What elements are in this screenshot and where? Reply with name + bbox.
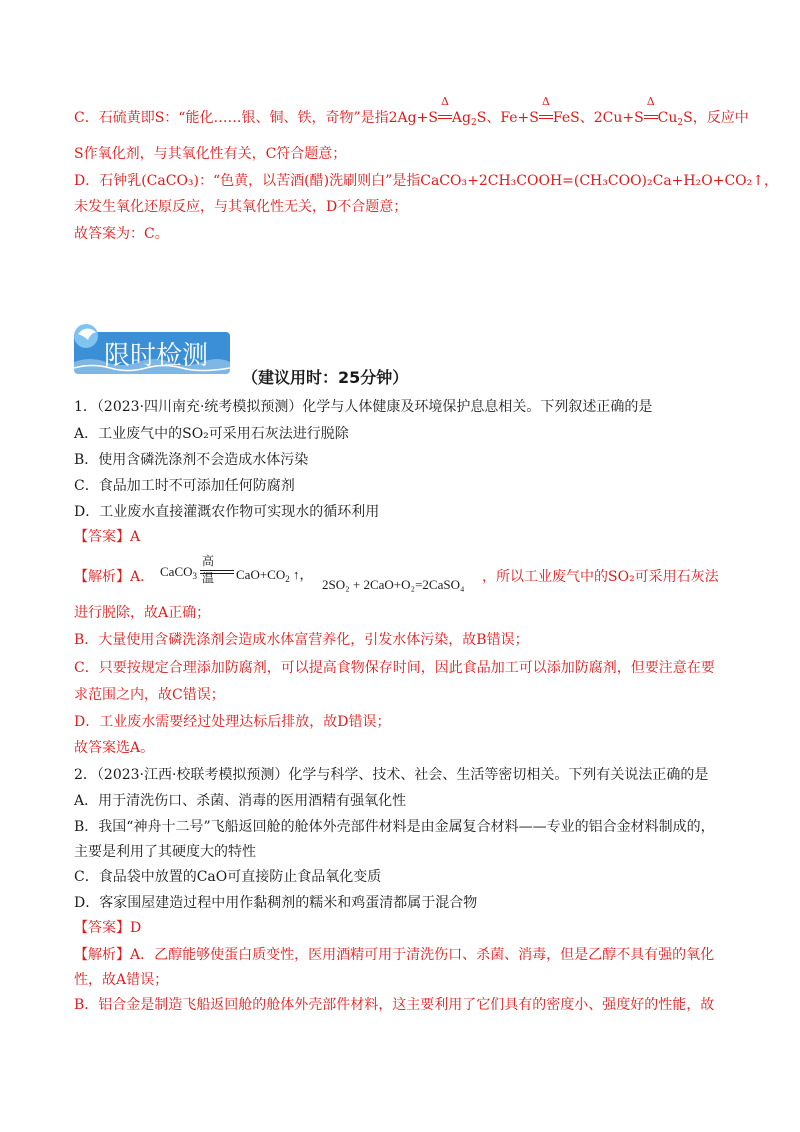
option-d-analysis-line2: 未发生氧化还原反应，与其氧化性无关，D不合题意； <box>74 199 408 215</box>
q1-answer: 【答案】A <box>74 529 141 545</box>
q1-option-d: D．工业废水直接灌溉农作物可实现水的循环利用 <box>74 504 380 520</box>
q2-option-b-line2: 主要是利用了其硬度大的特性 <box>74 844 256 860</box>
q1-analysis-b: B．大量使用含磷洗涤剂会造成水体富营养化，引发水体污染，故B错误； <box>74 632 529 648</box>
option-c-analysis-line2: S作氧化剂，与其氧化性有关，C符合题意； <box>74 146 347 162</box>
q2-analysis-b: B．铝合金是制造飞船返回舱的舱体外壳部件材料，这主要利用了它们具有的密度小、强度好的性能，故 <box>74 997 715 1013</box>
option-c-analysis-line1: C．石硫黄即S：“能化……银、铜、铁，奇物”是指2Ag+S Δ $Ag_2S$、Fe+S Δ FeS、2Cu+S Δ $Cu_2S$，反应中 <box>74 95 749 128</box>
q1-analysis-c-line2: 求范围之内，故C错误； <box>74 687 225 703</box>
time-note: （建议用时：25分钟） <box>242 368 409 387</box>
q2-analysis-a-line1: 【解析】A．乙醇能够使蛋白质变性，医用酒精可用于清洗伤口、杀菌、消毒，但是乙醇不具有强的氧化 <box>74 947 715 963</box>
q1-option-b: B．使用含磷洗涤剂不会造成水体污染 <box>74 452 309 468</box>
q1-option-a: A．工业废气中的SO₂可采用石灰法进行脱除 <box>74 426 349 442</box>
q1-stem: 1．（2023·四川南充·统考模拟预测）化学与人体健康及环境保护息息相关。下列叙述正确的是 <box>74 399 653 415</box>
q1-analysis-label: 【解析】A． <box>74 569 155 585</box>
q1-analysis-a-tail: ，所以工业废气中的SO₂可采用石灰法 <box>482 569 719 585</box>
top-conclusion: 故答案为：C。 <box>74 226 169 242</box>
q2-option-d: D．客家围屋建造过程中用作黏稠剂的糯米和鸡蛋清都属于混合物 <box>74 895 478 911</box>
q1-analysis-a-line2: 进行脱除，故A正确； <box>74 605 211 621</box>
eq1-condition: 高温 <box>202 554 215 585</box>
q1-analysis-d: D．工业废水需要经过处理达标后排放，故D错误； <box>74 714 391 730</box>
banner-graphic <box>70 322 232 380</box>
q2-option-c: C．食品袋中放置的CaO可直接防止食品氧化变质 <box>74 869 382 885</box>
q1-equation-2: 2SO₂ + 2CaO+O₂=2CaSO₄ <box>322 577 465 592</box>
q2-option-a: A．用于清洗伤口、杀菌、消毒的医用酒精有强氧化性 <box>74 793 407 809</box>
heating-condition-2: Δ <box>539 108 553 128</box>
q2-option-b-line1: B．我国“神舟十二号”飞船返回舱的舱体外壳部件材料是由金属复合材料——专业的铝合金材料制成的， <box>74 819 715 835</box>
option-d-analysis-line1: D．石钟乳(CaCO₃)：“色黄，以苦酒(醋)洗刷则白”是指CaCO₃+2CH₃COOH=(CH₃COO)₂Ca+H₂O+CO₂↑， <box>74 173 778 189</box>
q2-answer: 【答案】D <box>74 920 142 936</box>
q2-analysis-a-line2: 性，故A错误； <box>74 972 169 988</box>
section-banner <box>70 322 232 380</box>
q1-conclusion: 故答案选A。 <box>74 740 155 756</box>
q1-analysis-c-line1: C．只要按规定合理添加防腐剂，可以提高食物保存时间，因此食品加工可以添加防腐剂，但要注意在要 <box>74 660 715 676</box>
heating-condition-3: Δ <box>644 108 658 128</box>
q2-stem: 2．（2023·江西·校联考模拟预测）化学与科学、技术、社会、生活等密切相关。下列有关说法正确的是 <box>74 767 709 783</box>
q1-option-c: C．食品加工时不可添加任何防腐剂 <box>74 478 295 494</box>
eq1-equals <box>200 570 234 574</box>
heating-condition-1: Δ <box>438 108 452 128</box>
banner-text: 限时检测 <box>104 341 209 371</box>
